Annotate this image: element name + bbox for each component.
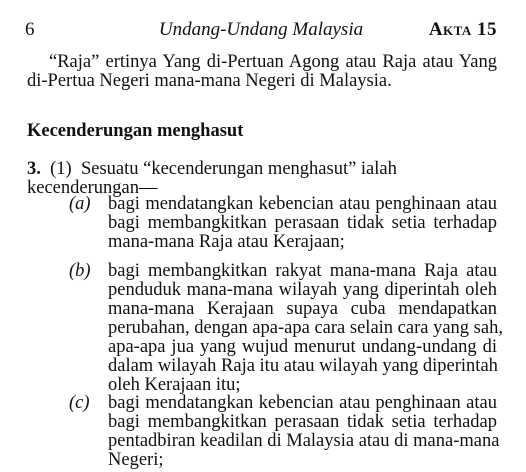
paragraph-line: bagi membangkitkan perasaan tidak setia terhadap	[108, 412, 497, 432]
act-number: Akta 15	[428, 19, 497, 40]
section-heading: Kecenderungan menghasut	[27, 121, 244, 141]
paragraph-line: oleh Kerajaan itu;	[108, 375, 241, 395]
paragraph-line: pentadbiran keadilan di Malaysia atau di mana-mana	[108, 431, 500, 451]
paragraph-line: perubahan, dengan apa-apa cara selain cara yang sah,	[108, 318, 503, 338]
paragraph-line: mana-mana Kerajaan supaya cuba mendapatkan	[108, 299, 497, 319]
page-number: 6	[25, 19, 35, 40]
section-intro	[27, 160, 497, 198]
paragraph-label: (b)	[69, 261, 91, 281]
subsection-number: (1)	[50, 159, 72, 179]
paragraph-line: dalam wilayah Raja itu atau wilayah yang diperintah	[108, 356, 498, 376]
running-title: Undang-Undang Malaysia	[158, 19, 364, 40]
definition-raja: “Raja” ertinya Yang di-Pertuan Agong atau Raja atau Yang di-Pertua Negeri mana-mana Negeri di Malaysia.	[27, 52, 497, 91]
paragraph-line: mana-mana Raja atau Kerajaan;	[108, 232, 345, 252]
paragraph-line: bagi membangkitkan perasaan tidak setia terhadap	[108, 213, 497, 233]
paragraph-line: Negeri;	[108, 450, 164, 470]
paragraph-line: bagi mendatangkan kebencian atau penghinaan atau	[108, 194, 497, 214]
page-header	[25, 19, 497, 43]
paragraph-label: (c)	[69, 393, 90, 413]
paragraph-line: bagi mendatangkan kebencian atau penghinaan atau	[108, 393, 497, 413]
section-intro-text: Sesuatu “kecenderungan menghasut” ialah kecenderungan—	[27, 159, 397, 198]
paragraph-text	[108, 393, 500, 470]
paragraph-text	[108, 261, 503, 395]
paragraph-line: bagi membangkitkan rakyat mana-mana Raja atau	[108, 261, 497, 281]
paragraph-line: apa-apa jua yang wujud menurut undang-undang di	[108, 337, 497, 357]
paragraph-text	[108, 195, 497, 252]
section-number: 3.	[27, 159, 41, 179]
paragraph-line: penduduk mana-mana wilayah yang diperintah oleh	[108, 280, 497, 300]
paragraph-label: (a)	[69, 194, 91, 214]
